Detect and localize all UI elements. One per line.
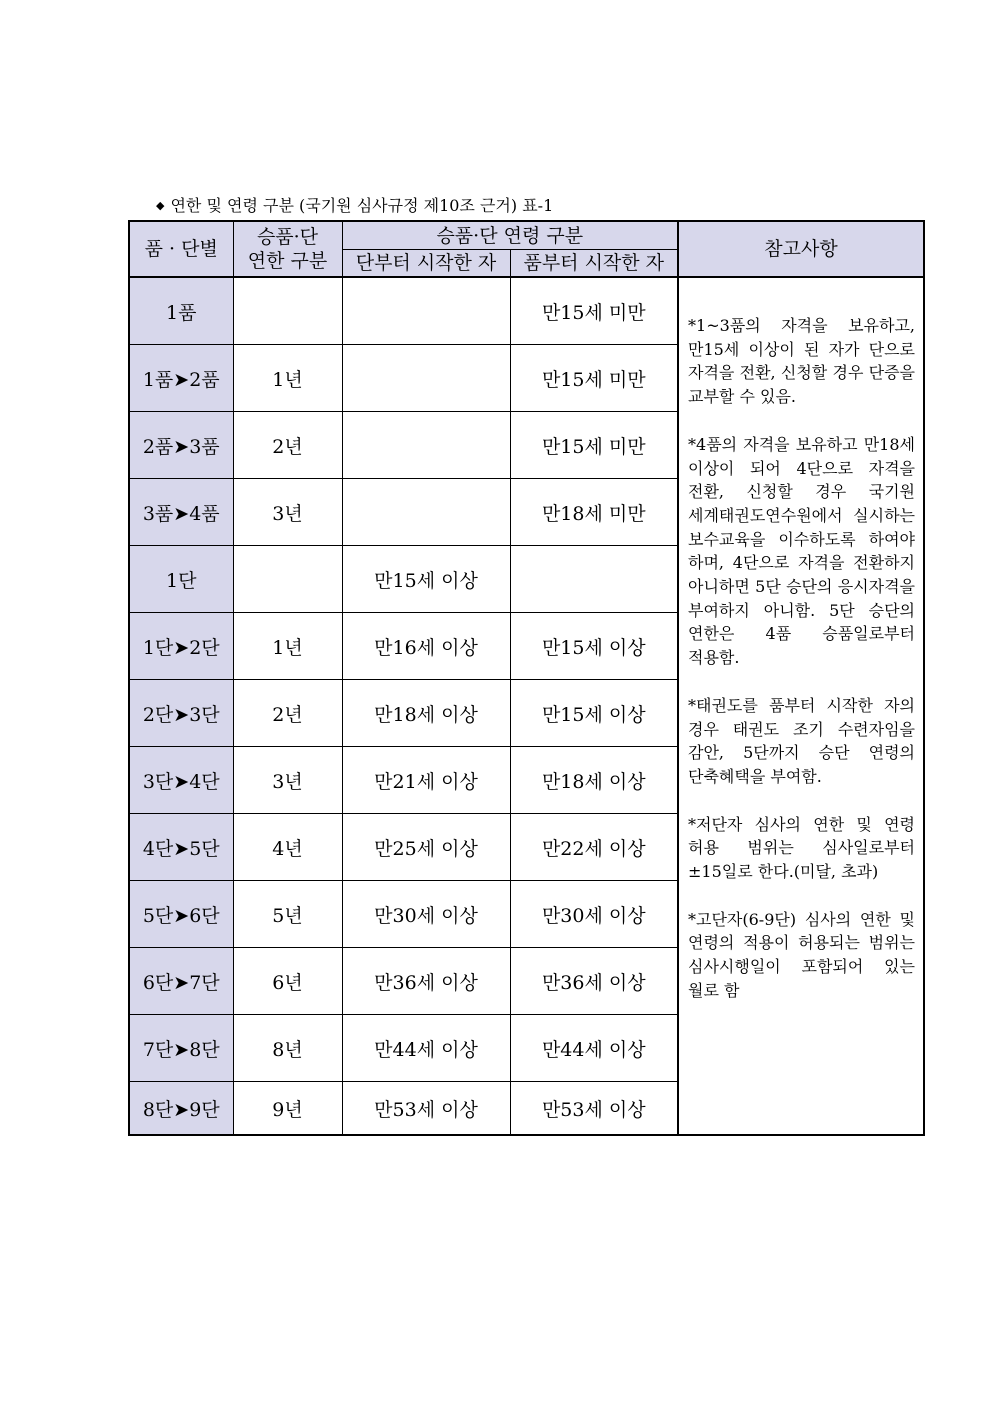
age-period-table [128,220,925,1136]
diamond-bullet-icon: ◆ [156,199,165,212]
period-cell: 2년 [233,412,342,479]
dan-age-cell [342,412,510,479]
note-4: *저단자 심사의 연한 및 연령 허용 범위는 심사일로부터 ±15일로 한다.(미달, 초과) [688,814,916,882]
poom-age-cell: 만22세 이상 [510,814,678,881]
grade-cell: 3품➤4품 [129,479,233,546]
dan-age-cell: 만36세 이상 [342,948,510,1015]
grade-cell: 1품 [129,277,233,345]
poom-age-cell: 만30세 이상 [510,881,678,948]
period-cell: 4년 [233,814,342,881]
poom-age-cell: 만15세 미만 [510,345,678,412]
poom-age-cell: 만15세 미만 [510,277,678,345]
grade-cell: 1단➤2단 [129,613,233,680]
header-from-poom: 품부터 시작한 자 [510,250,678,278]
period-cell: 8년 [233,1015,342,1082]
poom-age-cell: 만53세 이상 [510,1082,678,1136]
grade-cell: 2품➤3품 [129,412,233,479]
grade-cell: 1단 [129,546,233,613]
grade-cell: 4단➤5단 [129,814,233,881]
header-from-dan: 단부터 시작한 자 [342,250,510,278]
header-age-group: 승품·단 연령 구분 [342,221,678,250]
table-caption [156,196,553,218]
caption-text: 연한 및 연령 구분 (국기원 심사규정 제10조 근거) 표-1 [170,196,554,215]
poom-age-cell: 만44세 이상 [510,1015,678,1082]
dan-age-cell: 만15세 이상 [342,546,510,613]
dan-age-cell: 만18세 이상 [342,680,510,747]
period-cell: 9년 [233,1082,342,1136]
dan-age-cell: 만21세 이상 [342,747,510,814]
period-cell: 3년 [233,747,342,814]
period-cell: 6년 [233,948,342,1015]
period-cell: 3년 [233,479,342,546]
period-cell: 5년 [233,881,342,948]
dan-age-cell: 만44세 이상 [342,1015,510,1082]
notes-cell [678,277,924,1135]
header-period-line1: 승품·단 [256,226,319,248]
poom-age-cell: 만15세 미만 [510,412,678,479]
poom-age-cell [510,546,678,613]
grade-cell: 8단➤9단 [129,1082,233,1136]
dan-age-cell: 만16세 이상 [342,613,510,680]
period-cell: 1년 [233,345,342,412]
dan-age-cell: 만30세 이상 [342,881,510,948]
period-cell: 1년 [233,613,342,680]
note-2: *4품의 자격을 보유하고 만18세 이상이 되어 4단으로 자격을 전환, 신청할 경우 국기원 세계태권도연수원에서 실시하는 보수교육을 이수하도록 하여야 하며, 4단으로 자격을 전환하지 아니하면 5단 승단의 응시자격을 부여하지 아니함. 5단 승단의 연한은 4품 승품일로부터 적용함. [688,434,916,668]
table-row [129,277,924,345]
header-period [233,221,342,277]
grade-cell: 1품➤2품 [129,345,233,412]
grade-cell: 2단➤3단 [129,680,233,747]
note-1: *1~3품의 자격을 보유하고,만15세 이상이 된 자가 단으로 자격을 전환, 신청할 경우 단증을 교부할 수 있음. [688,316,916,407]
header-period-line2: 연한 구분 [247,250,328,272]
dan-age-cell: 만25세 이상 [342,814,510,881]
dan-age-cell: 만53세 이상 [342,1082,510,1136]
dan-age-cell [342,345,510,412]
poom-age-cell: 만18세 이상 [510,747,678,814]
grade-cell: 5단➤6단 [129,881,233,948]
note-3: *태권도를 품부터 시작한 자의 경우 태권도 조기 수련자임을 감안, 5단까지 승단 연령의 단축혜택을 부여함. [688,695,916,786]
poom-age-cell: 만15세 이상 [510,680,678,747]
grade-cell: 3단➤4단 [129,747,233,814]
period-cell [233,277,342,345]
grade-cell: 6단➤7단 [129,948,233,1015]
dan-age-cell [342,277,510,345]
header-grade: 품 · 단별 [129,221,233,277]
poom-age-cell: 만18세 미만 [510,479,678,546]
header-notes: 참고사항 [678,221,924,277]
period-cell [233,546,342,613]
poom-age-cell: 만15세 이상 [510,613,678,680]
dan-age-cell [342,479,510,546]
poom-age-cell: 만36세 이상 [510,948,678,1015]
grade-cell: 7단➤8단 [129,1015,233,1082]
period-cell: 2년 [233,680,342,747]
note-5: *고단자(6-9단) 심사의 연한 및 연령의 적용이 허용되는 범위는 심사시행일이 포함되어 있는 월로 함 [688,909,916,1000]
